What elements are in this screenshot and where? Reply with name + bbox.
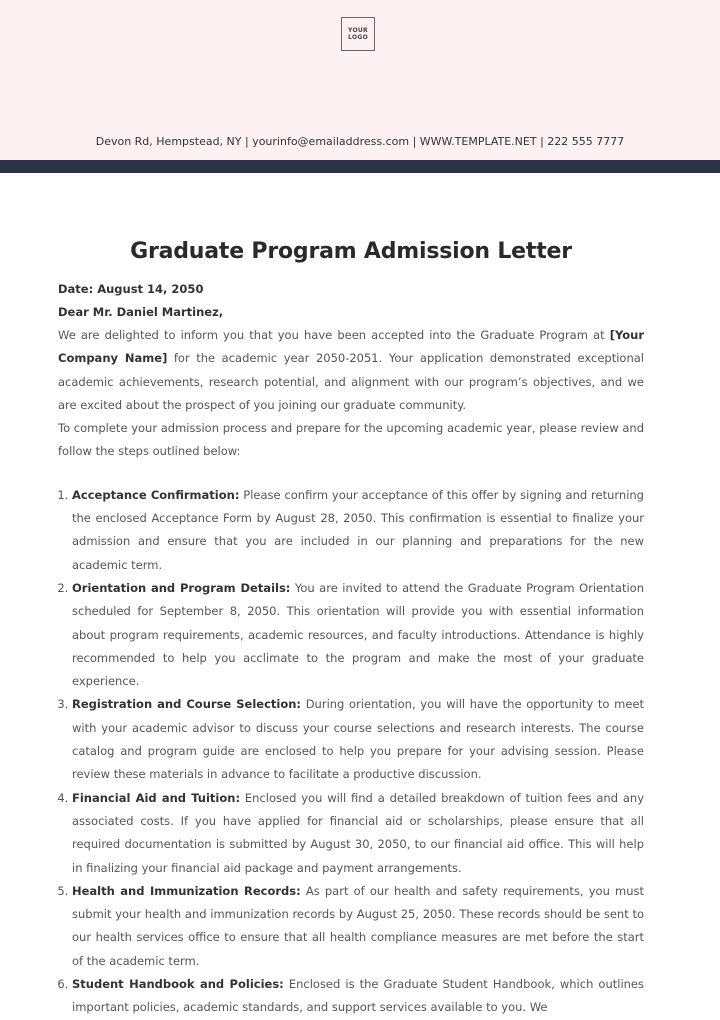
step-heading: Orientation and Program Details: xyxy=(72,580,291,595)
step-heading: Acceptance Confirmation: xyxy=(72,487,240,502)
list-item xyxy=(72,577,644,693)
step-text: Enclosed you will find a detailed breakdown of tuition fees and any associated costs. If you have applied for financial aid or scholarships, please ensure that all required documentation is submitted by August 30, 2050, to our financial aid office. This will help in finalizing your financial aid package and payment arrangements. xyxy=(72,790,644,875)
step-text: Enclosed is the Graduate Student Handbook, which outlines important policies, academic standards, and support services available to you. We xyxy=(72,977,644,1015)
intro-text-1: We are delighted to inform you that you have been accepted into the Graduate Program at xyxy=(58,328,610,342)
salutation: Dear Mr. Daniel Martinez, xyxy=(58,305,224,319)
step-text: During orientation, you will have the opportunity to meet with your academic advisor to discuss your course selections and research interests. The course catalog and program guide are enclosed to help you prepare for your advising session. Please review these materials in advance to facilitate a productive discussion. xyxy=(72,697,644,782)
step-text: As part of our health and safety requirements, you must submit your health and immunization records by August 25, 2050. These records should be sent to our health services office to ensure that all health compliance measures are met before the start of the academic term. xyxy=(72,883,644,968)
step-text: Please confirm your acceptance of this offer by signing and returning the enclosed Acceptance Form by August 28, 2050. This confirmation is essential to finalize your admission and ensure that you are included in our planning and preparations for the new academic term. xyxy=(72,487,644,572)
instructions-paragraph: To complete your admission process and prepare for the upcoming academic year, please review and follow the steps outlined below: xyxy=(58,421,644,459)
list-item xyxy=(72,693,644,786)
step-heading: Financial Aid and Tuition: xyxy=(72,790,241,805)
letter-date: Date: August 14, 2050 xyxy=(58,282,204,296)
logo-line2: LOGO xyxy=(348,34,368,41)
letter-body xyxy=(0,238,720,1020)
letterhead xyxy=(0,0,720,160)
list-item xyxy=(72,880,644,973)
intro-paragraph xyxy=(58,324,644,417)
intro-text-2: for the academic year 2050-2051. Your application demonstrated exceptional academic achievements, research potential, and alignment with our program’s objectives, and we are excited about the prospect of you joining our graduate community. xyxy=(58,351,644,412)
list-item xyxy=(72,787,644,880)
step-text: You are invited to attend the Graduate Program Orientation scheduled for September 8, 2050. This orientation will provide you with essential information about program requirements, academic resources, and faculty introductions. Attendance is highly recommended to help you acclimate to the program and make the most of your graduate experience. xyxy=(72,580,644,689)
company-name-placeholder: [Your Company Name] xyxy=(58,328,644,366)
contact-info: Devon Rd, Hempstead, NY | yourinfo@emailaddress.com | WWW.TEMPLATE.NET | 222 555 7777 xyxy=(95,135,625,148)
list-item xyxy=(72,484,644,577)
header-divider-bar xyxy=(0,160,720,173)
steps-list xyxy=(58,484,644,1020)
logo-line1: YOUR xyxy=(348,27,368,34)
step-heading: Student Handbook and Policies: xyxy=(72,977,284,992)
letter-title: Graduate Program Admission Letter xyxy=(130,239,572,264)
list-item xyxy=(72,973,644,1020)
logo-placeholder xyxy=(341,17,375,51)
step-heading: Registration and Course Selection: xyxy=(72,697,302,712)
step-heading: Health and Immunization Records: xyxy=(72,883,301,898)
